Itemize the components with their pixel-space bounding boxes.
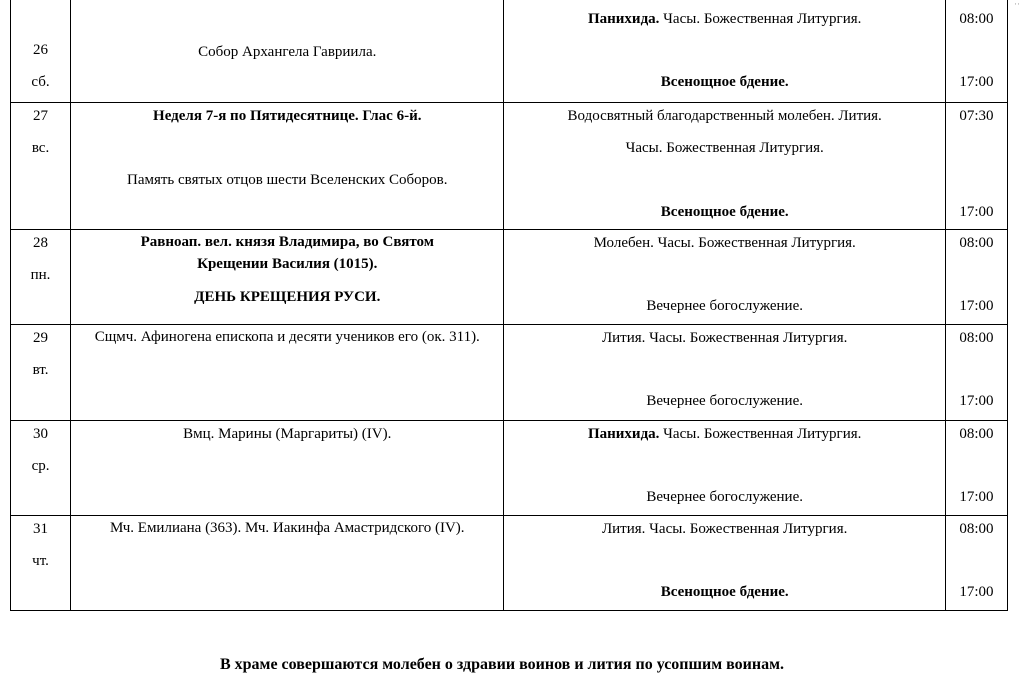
service-text: Часы. Божественная Литургия. (625, 139, 824, 156)
weekday: чт. (32, 552, 49, 569)
service-time: 08:00 (959, 234, 994, 251)
time-cell (945, 102, 1007, 229)
date-cell (11, 0, 71, 102)
corner-mark: ·· (1014, 0, 1020, 9)
date-cell (11, 324, 71, 420)
weekday: вс. (31, 139, 50, 156)
service-time: 17:00 (959, 203, 994, 220)
feast-line: Мч. Емилиана (363). Мч. Иакинфа Амастридского (IV). (109, 519, 465, 536)
service-bold: Всенощное бдение. (660, 74, 789, 90)
service-bold: Панихида. (587, 11, 660, 27)
service-time: 08:00 (959, 425, 994, 442)
service-line (504, 391, 944, 411)
service-time: 17:00 (959, 488, 994, 505)
service-text: Вечернее богослужение. (646, 488, 803, 505)
weekday: ср. (31, 457, 50, 474)
services-cell (504, 515, 945, 610)
service-line (504, 582, 944, 602)
service-text: Часы. Божественная Литургия. (659, 425, 862, 442)
time-cell (945, 515, 1007, 610)
feast-line: Равноап. вел. князя Владимира, во Святом Крещении Василия (1015). (140, 233, 434, 272)
day-number: 27 (33, 107, 49, 124)
table-row (11, 515, 1008, 610)
feast-cell (71, 420, 504, 515)
service-line (504, 424, 944, 444)
services-cell (504, 102, 945, 229)
service-text: Вечернее богослужение. (646, 297, 803, 314)
service-time: 07:30 (959, 107, 994, 124)
schedule-table (10, 0, 1008, 611)
time-cell (945, 420, 1007, 515)
weekday: пн. (30, 266, 51, 283)
service-text: Водосвятный благодарственный молебен. Лития. (567, 107, 882, 124)
date-cell (11, 229, 71, 324)
feast-cell (71, 324, 504, 420)
feast-line: Неделя 7-я по Пятидесятнице. Глас 6-й. (153, 107, 422, 124)
day-number: 28 (33, 234, 49, 251)
service-line (504, 519, 944, 539)
feast-line: Память святых отцов шести Вселенских Соборов. (127, 171, 448, 188)
services-cell (504, 324, 945, 420)
service-line (504, 328, 944, 348)
service-text: Вечернее богослужение. (646, 392, 803, 409)
service-time: 17:00 (959, 583, 994, 600)
service-line (504, 9, 944, 29)
table-row (11, 324, 1008, 420)
service-line (504, 233, 944, 253)
feast-line: Собор Архангела Гавриила. (198, 44, 377, 60)
day-number: 31 (33, 520, 49, 537)
time-cell (945, 324, 1007, 420)
feast-line: ДЕНЬ КРЕЩЕНИЯ РУСИ. (194, 288, 381, 305)
feast-cell (71, 0, 504, 102)
table-row (11, 229, 1008, 324)
service-text: Лития. Часы. Божественная Литургия. (601, 520, 848, 537)
time-cell (945, 0, 1007, 102)
service-bold: Всенощное бдение. (660, 583, 789, 600)
service-line (504, 106, 944, 126)
service-line (504, 202, 944, 222)
feast-line: Сщмч. Афиногена епископа и десяти учеников его (ок. 311). (94, 328, 480, 345)
service-bold: Панихида. (587, 425, 660, 442)
day-number: 30 (33, 425, 49, 442)
feast-cell (71, 229, 504, 324)
services-cell (504, 420, 945, 515)
footer-note: В храме совершаются молебен о здравии воинов и лития по усопшим воинам. (219, 656, 785, 673)
time-cell (945, 229, 1007, 324)
service-time: 08:00 (959, 520, 994, 537)
day-number: 29 (33, 329, 49, 346)
services-cell (504, 0, 945, 102)
feast-line: Вмц. Марины (Маргариты) (IV). (183, 425, 392, 442)
weekday: вт. (32, 361, 49, 378)
date-cell (11, 102, 71, 229)
services-cell (504, 229, 945, 324)
day-number: 26 (33, 42, 49, 58)
service-time: 08:00 (959, 11, 994, 27)
service-time: 17:00 (959, 74, 994, 90)
feast-cell (71, 102, 504, 229)
service-line (504, 296, 944, 316)
table-row (11, 102, 1008, 229)
table-row (11, 420, 1008, 515)
table-row (11, 0, 1008, 102)
service-text: Часы. Божественная Литургия. (659, 11, 862, 27)
service-line (504, 487, 944, 507)
service-bold: Всенощное бдение. (660, 203, 789, 220)
service-time: 08:00 (959, 329, 994, 346)
feast-cell (71, 515, 504, 610)
service-time: 17:00 (959, 297, 994, 314)
date-cell (11, 420, 71, 515)
service-time: 17:00 (959, 392, 994, 409)
service-text: Лития. Часы. Божественная Литургия. (601, 329, 848, 346)
weekday: сб. (31, 74, 50, 90)
service-text: Молебен. Часы. Божественная Литургия. (593, 234, 856, 251)
service-line (504, 138, 944, 158)
date-cell (11, 515, 71, 610)
service-line (504, 72, 944, 92)
